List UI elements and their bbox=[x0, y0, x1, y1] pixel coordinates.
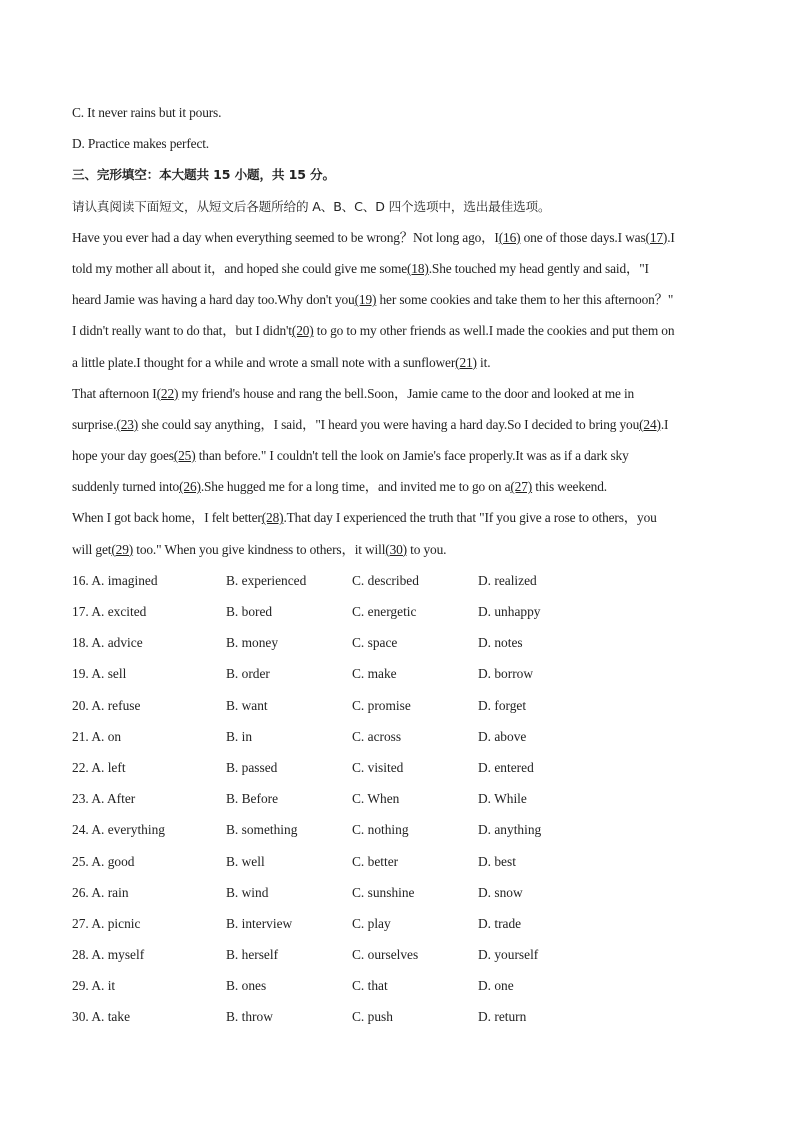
option-c: C. push bbox=[352, 1009, 393, 1025]
option-c: C. across bbox=[352, 728, 402, 744]
option-c: C. that bbox=[352, 978, 388, 994]
passage-line: a little plate.I thought for a while and wrote a small note with a sunflower(21) it. bbox=[72, 354, 491, 370]
option-d: D. yourself bbox=[478, 947, 539, 963]
passage-line: I didn't really want to do that，but I didn't(20) to go to my other friends as well.I made the cookies and put them on bbox=[72, 323, 675, 339]
option-d: D. one bbox=[478, 978, 514, 994]
option-d: D. notes bbox=[478, 635, 523, 651]
blank-26: (26) bbox=[179, 479, 201, 495]
option-c: C. make bbox=[352, 666, 397, 682]
option-c: C. play bbox=[352, 915, 391, 931]
blank-17: (17) bbox=[645, 229, 668, 245]
question-23 bbox=[72, 783, 722, 814]
question-20 bbox=[72, 690, 722, 721]
option-b: B. wind bbox=[226, 884, 269, 900]
question-24 bbox=[72, 814, 722, 845]
blank-28: (28) bbox=[261, 510, 284, 526]
option-d: D. snow bbox=[478, 884, 523, 900]
instruction-text: 请认真阅读下面短文，从短文后各题所给的 A、B、C、D 四个选项中，选出最佳选项。 bbox=[72, 198, 551, 214]
question-16 bbox=[72, 565, 722, 596]
option-a: 28. A. myself bbox=[72, 947, 145, 963]
passage-line: hope your day goes(25) than before." I couldn't tell the look on Jamie's face properly.It was as if a dark sky bbox=[72, 448, 629, 464]
question-19 bbox=[72, 658, 722, 689]
question-21 bbox=[72, 721, 722, 752]
question-27 bbox=[72, 908, 722, 939]
question-22 bbox=[72, 752, 722, 783]
passage-line: That afternoon I(22) my friend's house and rang the bell.Soon，Jamie came to the door and looked at me in bbox=[72, 385, 635, 401]
option-b: B. throw bbox=[226, 1009, 273, 1025]
blank-29: (29) bbox=[111, 541, 134, 557]
option-a: 25. A. good bbox=[72, 853, 135, 869]
option-a: 27. A. picnic bbox=[72, 915, 141, 931]
blank-23: (23) bbox=[116, 416, 139, 432]
option-b: B. ones bbox=[226, 978, 267, 994]
option-b: B. passed bbox=[226, 759, 278, 775]
option-c: C. described bbox=[352, 572, 419, 588]
option-d: D. entered bbox=[478, 759, 534, 775]
passage-line: When I got back home，I felt better(28).That day I experienced the truth that "If you give a rose to others，you bbox=[72, 510, 657, 526]
passage-line: told my mother all about it，and hoped she could give me some(18).She touched my head gently and said，"I bbox=[72, 260, 649, 276]
blank-16: (16) bbox=[498, 229, 521, 245]
passage-line: heard Jamie was having a hard day too.Why don't you(19) her some cookies and take them to her this afternoon？" bbox=[72, 292, 674, 308]
passage-line: surprise.(23) she could say anything，I said，"I heard you were having a hard day.So I decided to bring you(24).I bbox=[72, 416, 669, 432]
option-d-previous: D. Practice makes perfect. bbox=[72, 136, 210, 152]
blank-18: (18) bbox=[407, 260, 429, 276]
blank-20: (20) bbox=[291, 323, 314, 339]
option-d: D. best bbox=[478, 853, 516, 869]
option-c: C. When bbox=[352, 791, 400, 807]
option-a: 19. A. sell bbox=[72, 666, 127, 682]
option-b: B. money bbox=[226, 635, 279, 651]
option-b: B. order bbox=[226, 666, 270, 682]
option-c: C. energetic bbox=[352, 604, 417, 619]
option-a: 30. A. take bbox=[72, 1009, 131, 1025]
option-c: C. better bbox=[352, 853, 399, 869]
option-a: 24. A. everything bbox=[72, 822, 165, 838]
question-30 bbox=[72, 1001, 722, 1032]
question-26 bbox=[72, 877, 722, 908]
option-c: C. space bbox=[352, 635, 398, 651]
option-c: C. ourselves bbox=[352, 947, 419, 963]
blank-22: (22) bbox=[156, 385, 179, 401]
blank-30: (30) bbox=[385, 541, 407, 557]
passage-line: will get(29) too." When you give kindness to others，it will(30) to you. bbox=[72, 541, 447, 557]
option-a: 20. A. refuse bbox=[72, 697, 141, 713]
option-b: B. interview bbox=[226, 915, 293, 931]
question-18 bbox=[72, 627, 722, 658]
option-c: C. visited bbox=[352, 759, 404, 775]
option-b: B. herself bbox=[226, 947, 279, 963]
option-d: D. forget bbox=[478, 697, 527, 713]
option-d: D. unhappy bbox=[478, 604, 541, 619]
blank-19: (19) bbox=[354, 292, 377, 308]
blank-27: (27) bbox=[510, 479, 533, 495]
option-a: 16. A. imagined bbox=[72, 572, 158, 588]
option-a: 21. A. on bbox=[72, 728, 122, 744]
option-b: B. want bbox=[226, 697, 268, 713]
exam-page bbox=[72, 97, 722, 1033]
option-a: 29. A. it bbox=[72, 978, 116, 994]
option-a: 17. A. excited bbox=[72, 604, 147, 619]
option-c-previous: C. It never rains but it pours. bbox=[72, 105, 222, 120]
option-d: D. above bbox=[478, 728, 527, 744]
blank-24: (24) bbox=[639, 416, 661, 432]
option-b: B. experienced bbox=[226, 572, 307, 588]
passage bbox=[72, 222, 722, 565]
option-c: C. sunshine bbox=[352, 884, 415, 900]
passage-line: suddenly turned into(26).She hugged me for a long time，and invited me to go on a(27) this weekend. bbox=[72, 479, 607, 495]
option-d: D. borrow bbox=[478, 666, 534, 682]
option-b: B. well bbox=[226, 853, 265, 869]
blank-21: (21) bbox=[455, 354, 477, 370]
question-options bbox=[72, 565, 722, 1033]
question-29 bbox=[72, 970, 722, 1001]
option-c: C. nothing bbox=[352, 822, 409, 838]
passage-line: Have you ever had a day when everything seemed to be wrong？Not long ago，I(16) one of those days.I was(17).I bbox=[72, 229, 675, 245]
question-28 bbox=[72, 939, 722, 970]
option-b: B. bored bbox=[226, 604, 273, 619]
option-a: 23. A. After bbox=[72, 791, 136, 807]
option-b: B. Before bbox=[226, 791, 279, 807]
option-a: 22. A. left bbox=[72, 759, 126, 775]
option-a: 26. A. rain bbox=[72, 884, 129, 900]
option-d: D. While bbox=[478, 791, 527, 807]
option-b: B. in bbox=[226, 728, 253, 744]
option-d: D. anything bbox=[478, 822, 542, 838]
option-d: D. return bbox=[478, 1009, 527, 1025]
question-25 bbox=[72, 846, 722, 877]
section-heading: 三、完形填空：本大题共 15 小题，共 15 分。 bbox=[72, 167, 335, 183]
question-17 bbox=[72, 596, 722, 627]
option-b: B. something bbox=[226, 822, 298, 838]
blank-25: (25) bbox=[173, 448, 196, 464]
option-d: D. trade bbox=[478, 915, 522, 931]
option-c: C. promise bbox=[352, 697, 411, 713]
option-a: 18. A. advice bbox=[72, 635, 143, 651]
option-d: D. realized bbox=[478, 572, 537, 588]
